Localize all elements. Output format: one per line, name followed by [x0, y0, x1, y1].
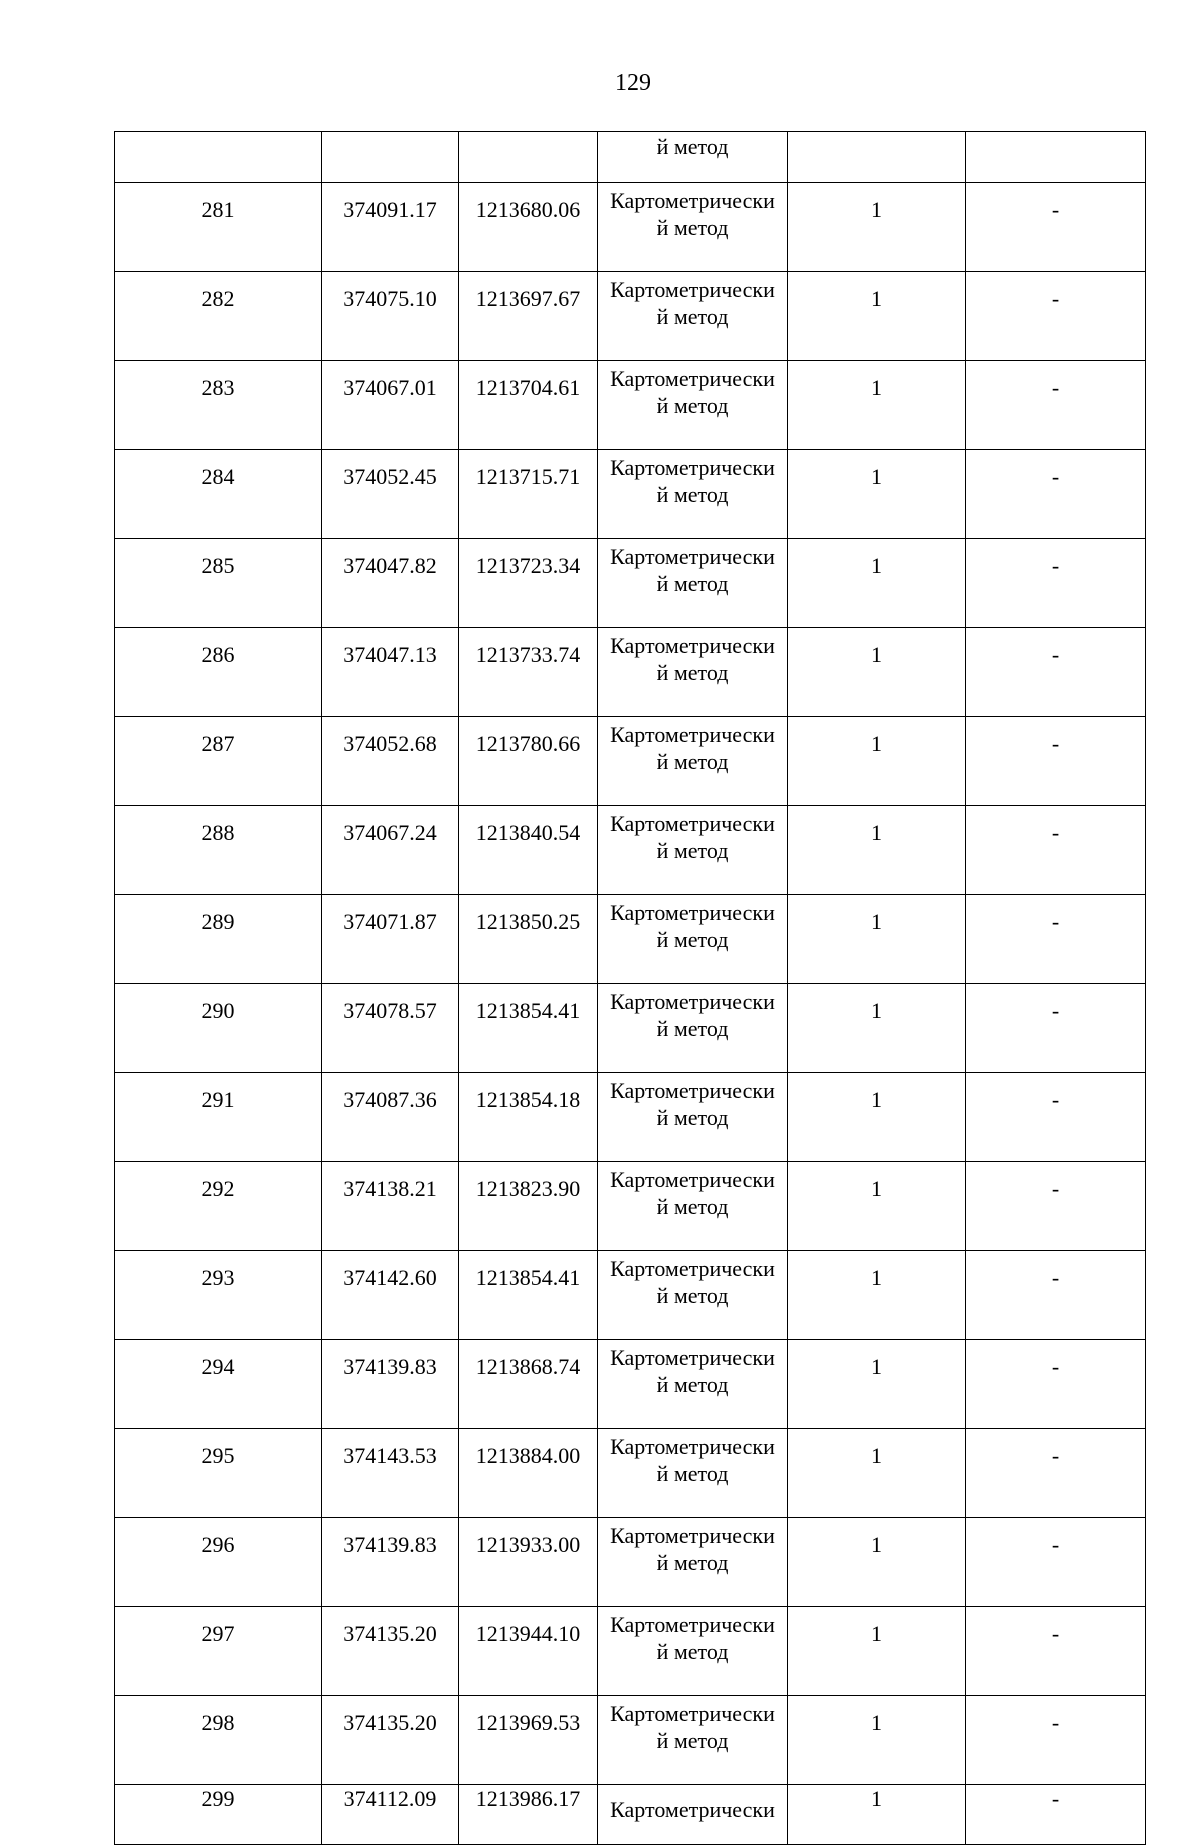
- method-line-1: Картометрически: [610, 1078, 775, 1103]
- cell-x: 374071.87: [322, 895, 459, 984]
- method-line-2: й метод: [656, 1728, 729, 1753]
- cell-x: [322, 132, 459, 183]
- cell-x: 374091.17: [322, 183, 459, 272]
- table-row: [115, 806, 1146, 895]
- table-row: [115, 1607, 1146, 1696]
- cell-point-number: 294: [115, 1340, 322, 1429]
- table-row: [115, 183, 1146, 272]
- method-line-2: й метод: [656, 393, 729, 418]
- cell-x: 374047.82: [322, 539, 459, 628]
- cell-y: 1213933.00: [459, 1518, 598, 1607]
- cell-method: [598, 628, 788, 717]
- table-row: [115, 984, 1146, 1073]
- cell-y: 1213697.67: [459, 272, 598, 361]
- method-line-1: Картометрически: [610, 544, 775, 569]
- cell-y: 1213680.06: [459, 183, 598, 272]
- cell-x: 374112.09: [322, 1785, 459, 1845]
- cell-note: -: [966, 895, 1146, 984]
- cell-method: [598, 895, 788, 984]
- cell-y: 1213850.25: [459, 895, 598, 984]
- table-row: [115, 1429, 1146, 1518]
- cell-x: 374075.10: [322, 272, 459, 361]
- cell-method: [598, 1518, 788, 1607]
- cell-accuracy: 1: [788, 1251, 966, 1340]
- method-line-2: й метод: [656, 1194, 729, 1219]
- cell-note: -: [966, 1607, 1146, 1696]
- method-line-1: Картометрически: [610, 188, 775, 213]
- method-line-2: й метод: [656, 1550, 729, 1575]
- cell-y: 1213986.17: [459, 1785, 598, 1845]
- method-line-1: Картометрически: [610, 1523, 775, 1548]
- cell-point-number: 284: [115, 450, 322, 539]
- cell-accuracy: 1: [788, 895, 966, 984]
- cell-x: 374067.01: [322, 361, 459, 450]
- table-row: [115, 1162, 1146, 1251]
- cell-accuracy: 1: [788, 1073, 966, 1162]
- cell-y: 1213733.74: [459, 628, 598, 717]
- table-row: [115, 717, 1146, 806]
- table-row: [115, 539, 1146, 628]
- cell-note: -: [966, 183, 1146, 272]
- cell-point-number: 281: [115, 183, 322, 272]
- cell-y: 1213840.54: [459, 806, 598, 895]
- cell-method: [598, 539, 788, 628]
- cell-note: -: [966, 717, 1146, 806]
- cell-method: [598, 361, 788, 450]
- method-line-1: Картометрически: [610, 900, 775, 925]
- cell-x: 374067.24: [322, 806, 459, 895]
- table-row: [115, 1785, 1146, 1845]
- cell-note: -: [966, 1696, 1146, 1785]
- cell-accuracy: 1: [788, 1785, 966, 1845]
- method-line-2: й метод: [656, 304, 729, 329]
- cell-method: [598, 717, 788, 806]
- cell-point-number: 298: [115, 1696, 322, 1785]
- cell-accuracy: 1: [788, 1518, 966, 1607]
- cell-point-number: 295: [115, 1429, 322, 1518]
- cell-method: [598, 984, 788, 1073]
- cell-x: 374135.20: [322, 1607, 459, 1696]
- method-line-2: й метод: [656, 1283, 729, 1308]
- table-row-continuation: [115, 132, 1146, 183]
- table-body: [115, 132, 1146, 1845]
- cell-accuracy: 1: [788, 1607, 966, 1696]
- method-line-2: й метод: [656, 1105, 729, 1130]
- cell-method: [598, 1429, 788, 1518]
- cell-method: Картометрически: [598, 1785, 788, 1845]
- page-number: 129: [615, 70, 651, 96]
- cell-note: -: [966, 984, 1146, 1073]
- cell-y: 1213780.66: [459, 717, 598, 806]
- cell-x: 374052.68: [322, 717, 459, 806]
- table-row: [115, 1340, 1146, 1429]
- cell-y: 1213884.00: [459, 1429, 598, 1518]
- method-line-2: й метод: [656, 1639, 729, 1664]
- cell-point-number: [115, 132, 322, 183]
- cell-method: [598, 1607, 788, 1696]
- table-row: [115, 895, 1146, 984]
- cell-point-number: 291: [115, 1073, 322, 1162]
- method-line-1: Картометрически: [610, 811, 775, 836]
- cell-x: 374143.53: [322, 1429, 459, 1518]
- cell-accuracy: 1: [788, 183, 966, 272]
- cell-point-number: 292: [115, 1162, 322, 1251]
- table-row: [115, 361, 1146, 450]
- cell-accuracy: 1: [788, 1162, 966, 1251]
- method-line-2: й метод: [656, 1461, 729, 1486]
- cell-method: [598, 1696, 788, 1785]
- cell-note: -: [966, 361, 1146, 450]
- cell-note: -: [966, 1073, 1146, 1162]
- cell-accuracy: 1: [788, 628, 966, 717]
- method-line-1: Картометрически: [610, 1345, 775, 1370]
- cell-accuracy: 1: [788, 1340, 966, 1429]
- table-row: [115, 1251, 1146, 1340]
- cell-note: -: [966, 806, 1146, 895]
- cell-note: -: [966, 272, 1146, 361]
- method-line-1: Картометрически: [610, 1612, 775, 1637]
- cell-accuracy: 1: [788, 450, 966, 539]
- cell-note: -: [966, 628, 1146, 717]
- cell-x: 374142.60: [322, 1251, 459, 1340]
- cell-note: -: [966, 1340, 1146, 1429]
- cell-accuracy: 1: [788, 717, 966, 806]
- cell-point-number: 282: [115, 272, 322, 361]
- cell-point-number: 288: [115, 806, 322, 895]
- cell-point-number: 286: [115, 628, 322, 717]
- cell-accuracy: 1: [788, 1696, 966, 1785]
- coordinates-table: [114, 131, 1146, 1845]
- cell-note: -: [966, 1785, 1146, 1845]
- cell-note: [966, 132, 1146, 183]
- method-line-2: й метод: [656, 838, 729, 863]
- cell-method: [598, 1073, 788, 1162]
- cell-accuracy: 1: [788, 806, 966, 895]
- table-row: [115, 1518, 1146, 1607]
- cell-accuracy: [788, 132, 966, 183]
- cell-y: 1213823.90: [459, 1162, 598, 1251]
- cell-note: -: [966, 1162, 1146, 1251]
- cell-accuracy: 1: [788, 539, 966, 628]
- cell-y: 1213715.71: [459, 450, 598, 539]
- method-line-2: й метод: [656, 215, 729, 240]
- cell-accuracy: 1: [788, 361, 966, 450]
- cell-point-number: 289: [115, 895, 322, 984]
- method-line-1: Картометрически: [610, 1434, 775, 1459]
- cell-y: 1213969.53: [459, 1696, 598, 1785]
- cell-y: [459, 132, 598, 183]
- method-line-2: й метод: [656, 660, 729, 685]
- cell-point-number: 285: [115, 539, 322, 628]
- cell-note: -: [966, 450, 1146, 539]
- cell-method: й метод: [598, 132, 788, 183]
- cell-method: [598, 806, 788, 895]
- cell-method: [598, 1340, 788, 1429]
- cell-x: 374047.13: [322, 628, 459, 717]
- cell-x: 374138.21: [322, 1162, 459, 1251]
- method-line-1: Картометрически: [610, 989, 775, 1014]
- method-line-1: Картометрически: [610, 455, 775, 480]
- method-line-1: Картометрически: [610, 1256, 775, 1281]
- method-line-2: й метод: [656, 571, 729, 596]
- cell-x: 374087.36: [322, 1073, 459, 1162]
- cell-point-number: 290: [115, 984, 322, 1073]
- cell-y: 1213944.10: [459, 1607, 598, 1696]
- cell-point-number: 293: [115, 1251, 322, 1340]
- cell-accuracy: 1: [788, 1429, 966, 1518]
- method-line-1: Картометрически: [610, 366, 775, 391]
- cell-note: -: [966, 1429, 1146, 1518]
- method-line-1: Картометрически: [610, 1167, 775, 1192]
- cell-point-number: 287: [115, 717, 322, 806]
- method-line-1: Картометрически: [610, 633, 775, 658]
- cell-x: 374139.83: [322, 1340, 459, 1429]
- cell-point-number: 283: [115, 361, 322, 450]
- cell-method: [598, 183, 788, 272]
- method-line-2: й метод: [656, 927, 729, 952]
- cell-method: [598, 450, 788, 539]
- cell-point-number: 299: [115, 1785, 322, 1845]
- method-line-2: й метод: [656, 1016, 729, 1041]
- method-line-1: Картометрически: [610, 1701, 775, 1726]
- cell-method: [598, 1162, 788, 1251]
- method-line-1: Картометрически: [610, 277, 775, 302]
- table-row: [115, 1696, 1146, 1785]
- cell-note: -: [966, 539, 1146, 628]
- method-line-1: Картометрически: [610, 722, 775, 747]
- cell-x: 374135.20: [322, 1696, 459, 1785]
- cell-y: 1213868.74: [459, 1340, 598, 1429]
- cell-y: 1213854.41: [459, 984, 598, 1073]
- cell-method: [598, 1251, 788, 1340]
- cell-accuracy: 1: [788, 984, 966, 1073]
- cell-y: 1213723.34: [459, 539, 598, 628]
- cell-y: 1213854.41: [459, 1251, 598, 1340]
- cell-x: 374052.45: [322, 450, 459, 539]
- cell-point-number: 297: [115, 1607, 322, 1696]
- cell-y: 1213704.61: [459, 361, 598, 450]
- table-row: [115, 450, 1146, 539]
- method-line-2: й метод: [656, 1372, 729, 1397]
- cell-accuracy: 1: [788, 272, 966, 361]
- cell-note: -: [966, 1251, 1146, 1340]
- cell-method: [598, 272, 788, 361]
- table-row: [115, 1073, 1146, 1162]
- cell-x: 374139.83: [322, 1518, 459, 1607]
- method-line-2: й метод: [656, 482, 729, 507]
- cell-y: 1213854.18: [459, 1073, 598, 1162]
- cell-note: -: [966, 1518, 1146, 1607]
- table-row: [115, 628, 1146, 717]
- cell-point-number: 296: [115, 1518, 322, 1607]
- cell-x: 374078.57: [322, 984, 459, 1073]
- method-line-2: й метод: [656, 749, 729, 774]
- table-row: [115, 272, 1146, 361]
